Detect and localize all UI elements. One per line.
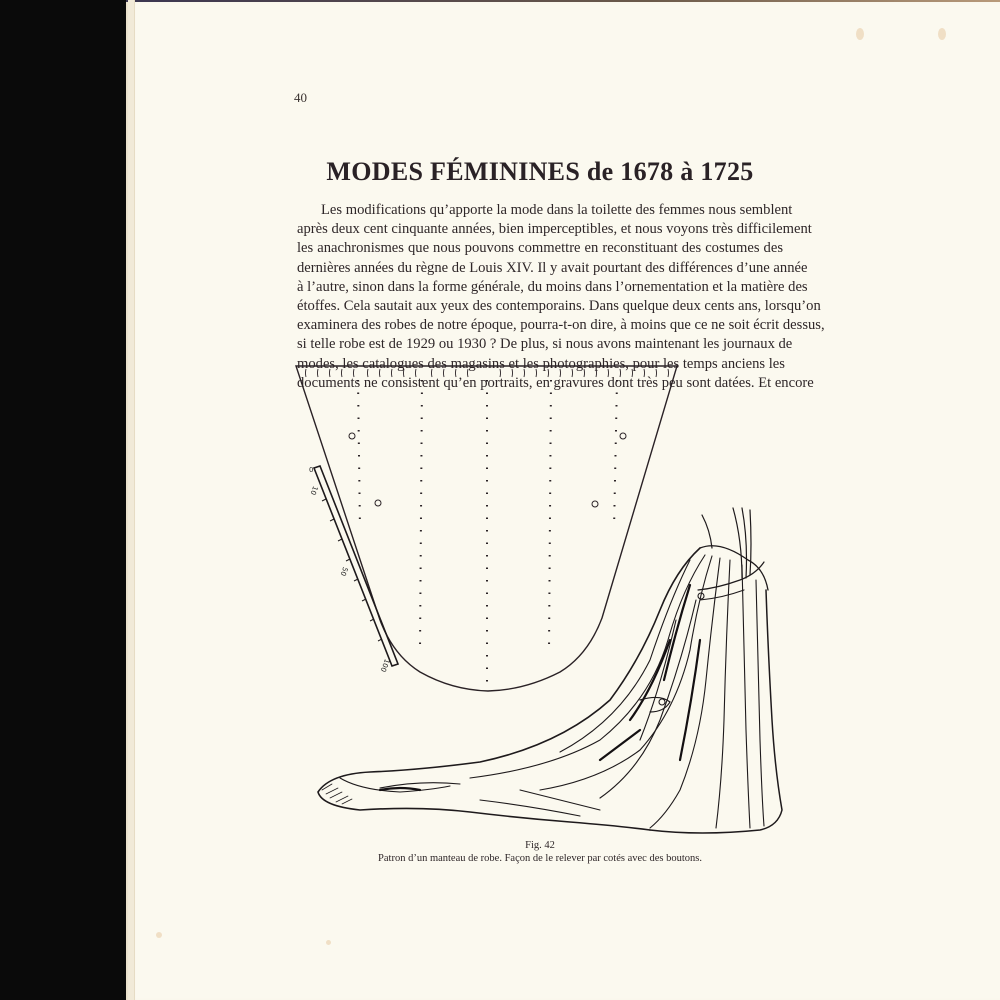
figure-label: Fig. 42 [525, 840, 555, 851]
text-line: les anachronismes que nous pouvons commettre en reconstituant des costumes des [297, 240, 783, 257]
text-line: examinera des robes de notre époque, pourra-t-on dire, à moins que ce ne soit écrit dessus, [297, 317, 825, 334]
text-line: après deux cent cinquante années, bien imperceptibles, et nous voyons très difficilement [297, 221, 812, 238]
ruler-label: 0 [309, 466, 314, 474]
ruler-label: 10 [308, 484, 320, 496]
ruler-label: 50 [338, 565, 350, 577]
text-line: si telle robe est de 1929 ou 1930 ? De plus, si nous avons maintenant les journaux de [297, 336, 793, 353]
scale-ruler [309, 466, 398, 673]
figure-caption: Patron d’un manteau de robe. Façon de le relever par cotés avec des boutons. [378, 853, 702, 864]
page-title: MODES FÉMININES de 1678 à 1725 [326, 157, 754, 186]
page-number: 40 [294, 90, 307, 105]
text-line: Les modifications qu’apporte la mode dans la toilette des femmes nous semblent [321, 202, 793, 218]
text-line: à l’autre, sinon dans la forme générale, du moins dans l’ornementation et la matière des [297, 278, 808, 295]
text-line: dernières années du règne de Louis XIV. Il y avait pourtant des différences d’une année [297, 259, 808, 276]
pattern-diagram [296, 366, 677, 691]
ruler-label: 100 [378, 657, 391, 673]
text-line: étoffes. Cela sautait aux yeux des contemporains. Dans quelque deux cents ans, lorsqu’on [297, 298, 821, 315]
text-line: documents ne consistent qu’en portraits, en gravures dont très peu sont datées. Et encore [297, 374, 814, 391]
text-line: modes, les catalogues des magasins et les photographies, pour les temps anciens les [297, 355, 785, 372]
